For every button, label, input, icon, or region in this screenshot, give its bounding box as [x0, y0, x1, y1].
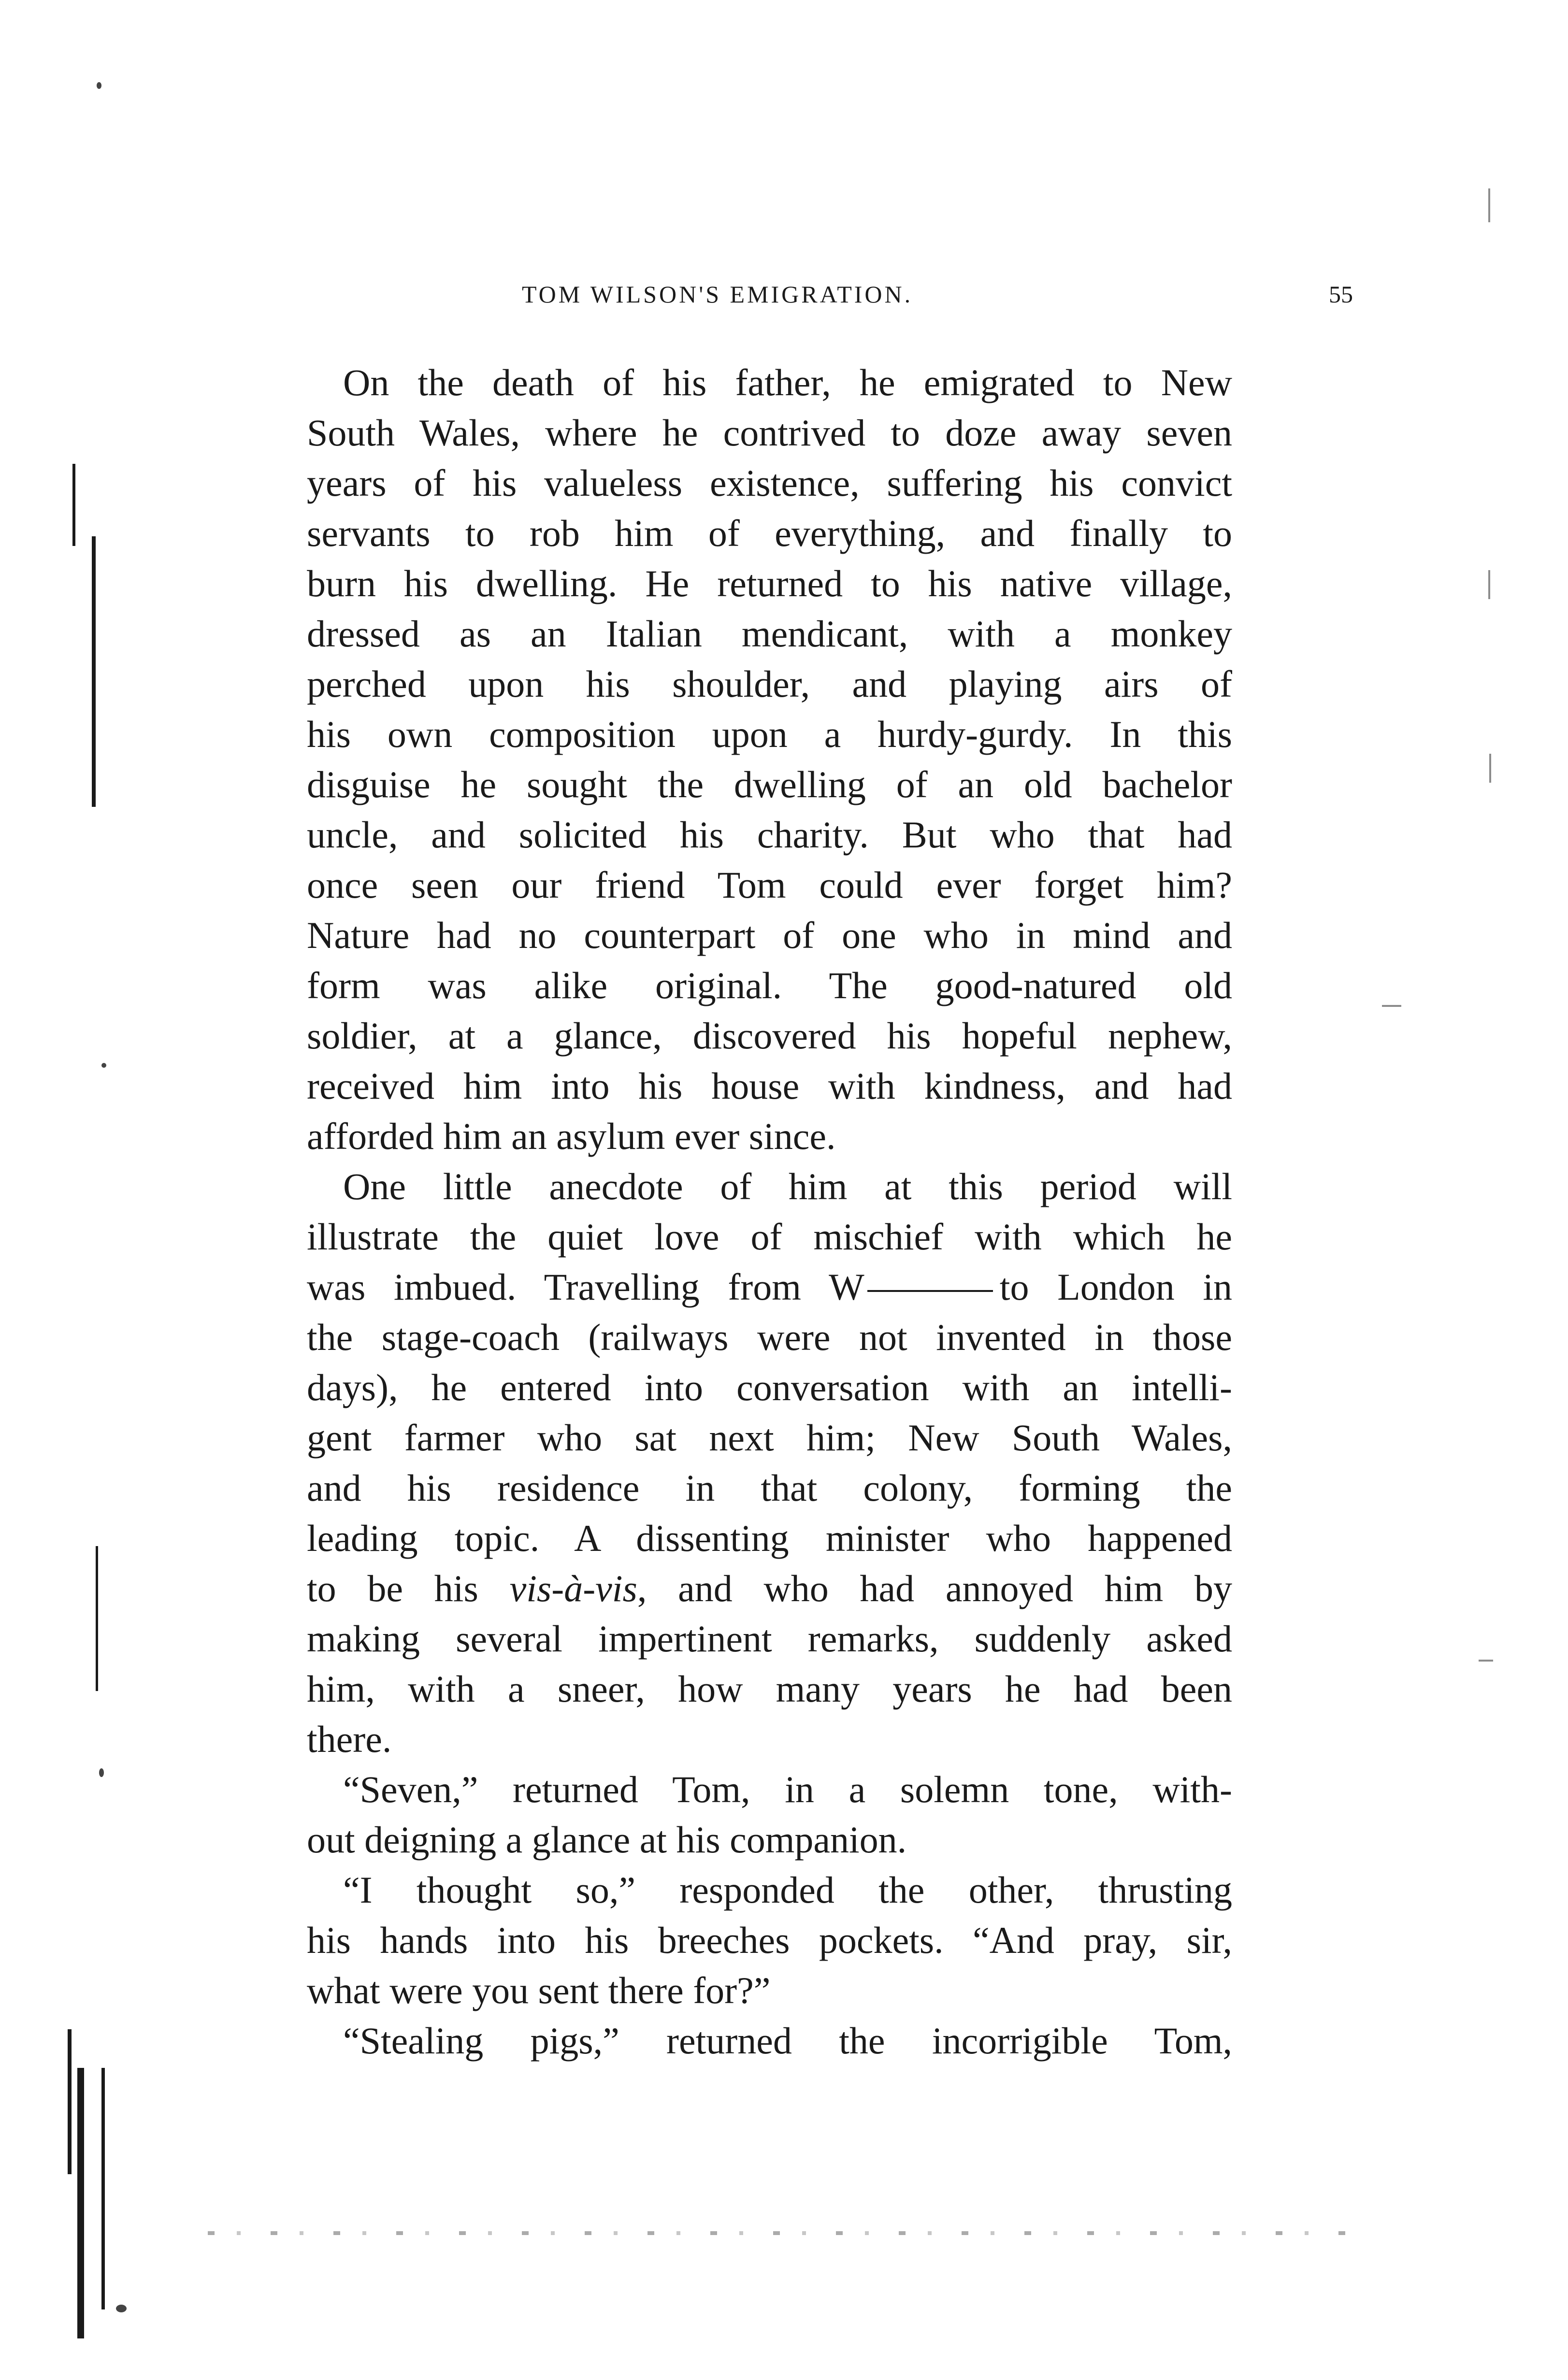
text-line: disguise he sought the dwelling of an old bachelor [307, 763, 1232, 805]
text-line: him, with a sneer, how many years he had been [307, 1668, 1232, 1710]
text-line: South Wales, where he contrived to doze away seven [307, 412, 1232, 454]
em-dash-rule [867, 1290, 993, 1292]
line-fragment: was imbued. Travelling from W [307, 1266, 864, 1308]
text-line: “Stealing pigs,” returned the incorrigible Tom, [343, 2020, 1232, 2062]
text-line: Nature had no counterpart of one who in mind and [307, 914, 1232, 956]
text-line: his own composition upon a hurdy-gurdy. In this [307, 713, 1232, 755]
scan-artifact [1479, 1660, 1493, 1662]
scan-artifact [99, 1768, 104, 1777]
scan-artifact [97, 82, 101, 89]
scan-artifact [96, 1546, 98, 1691]
scan-artifact [1488, 188, 1490, 222]
page-number: 55 [1329, 281, 1353, 308]
text-line: his hands into his breeches pockets. “And pray, sir, [307, 1919, 1232, 1961]
text-line [307, 1563, 1232, 1614]
scan-artifact [68, 2029, 72, 2174]
text-line: soldier, at a glance, discovered his hopeful nephew, [307, 1015, 1232, 1057]
text-line: dressed as an Italian mendicant, with a monkey [307, 613, 1232, 655]
paragraph-end-line: out deigning a glance at his companion. [307, 1819, 907, 1861]
text-line: days), he entered into conversation with an intelli- [307, 1366, 1232, 1408]
text-line [307, 1262, 1232, 1312]
line-fragment: to London in [999, 1266, 1232, 1308]
text-line: and his residence in that colony, forming the [307, 1467, 1232, 1509]
text-line: On the death of his father, he emigrated to New [343, 361, 1232, 403]
page-header [522, 280, 1353, 324]
line-fragment: to be his [307, 1567, 510, 1609]
text-line: leading topic. A dissenting minister who happened [307, 1517, 1232, 1559]
body-text [307, 358, 1232, 2066]
scan-artifact [1382, 1005, 1401, 1007]
paragraph-end-line: afforded him an asylum ever since. [307, 1115, 836, 1157]
scan-artifact [72, 464, 75, 546]
scan-artifact [101, 2068, 105, 2309]
line-fragment: , and who had annoyed him by [637, 1567, 1232, 1609]
text-line: “I thought so,” responded the other, thrusting [343, 1869, 1232, 1911]
scan-artifact [1488, 570, 1490, 599]
text-line: gent farmer who sat next him; New South Wales, [307, 1417, 1232, 1459]
text-line: uncle, and solicited his charity. But who that had [307, 814, 1232, 856]
scan-artifact [1489, 754, 1491, 783]
text-line: making several impertinent remarks, suddenly asked [307, 1618, 1232, 1660]
text-line: once seen our friend Tom could ever forget him? [307, 864, 1232, 906]
scan-artifact [101, 1063, 106, 1068]
text-line: “Seven,” returned Tom, in a solemn tone, with- [343, 1768, 1232, 1810]
text-line: the stage-coach (railways were not invented in those [307, 1316, 1232, 1358]
text-line: One little anecdote of him at this period will [343, 1165, 1232, 1207]
text-line: perched upon his shoulder, and playing airs of [307, 663, 1232, 705]
text-line: form was alike original. The good-natured old [307, 964, 1232, 1006]
paragraph-end-line: what were you sent there for?” [307, 1969, 771, 2011]
scan-artifact [116, 2305, 127, 2312]
running-title: TOM WILSON'S EMIGRATION. [522, 281, 913, 308]
scan-artifact [208, 2231, 1367, 2235]
text-line: burn his dwelling. He returned to his native village, [307, 562, 1232, 604]
scan-artifact [92, 536, 96, 807]
text-line: illustrate the quiet love of mischief with which he [307, 1216, 1232, 1258]
text-line: servants to rob him of everything, and finally to [307, 512, 1232, 554]
paragraph-end-line: there. [307, 1718, 392, 1760]
italic-phrase: vis-à-vis [509, 1567, 637, 1609]
text-line: received him into his house with kindness, and had [307, 1065, 1232, 1107]
text-line: years of his valueless existence, suffering his convict [307, 462, 1232, 504]
scan-artifact [77, 2068, 84, 2338]
